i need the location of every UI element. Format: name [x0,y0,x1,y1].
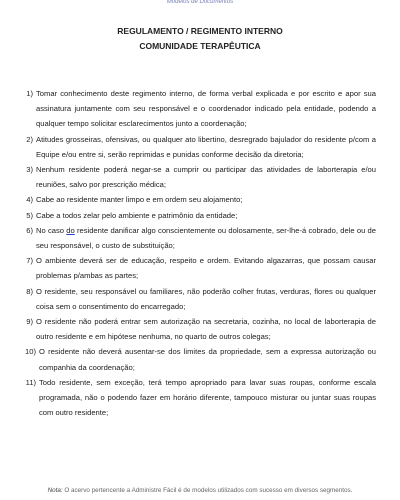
list-item [16,344,376,374]
footer-note [0,487,400,494]
item-number: 5) [26,210,33,220]
list-item [16,192,376,207]
regulation-list [16,86,376,420]
item-text: residente danificar algo conscientemente ou dolosamente, ser-lhe-á cobrado, dele ou de seu responsável, o custo de substituição; [36,225,376,251]
item-text: Cabe ao residente manter limpo e em ordem seu alojamento; [36,195,243,205]
item-text: Todo residente, sem exceção, terá tempo apropriado para lavar suas roupas, conforme escala programada, não o podendo fazer em horário diferente, tampouco misturar ou juntar suas roupas com outro residente; [39,377,376,418]
list-item [16,223,376,253]
item-number: 4) [26,195,33,205]
item-text: O residente não deverá ausentar-se dos limites da propriedade, sem a expressa autorização ou companhia da coordenação; [39,347,376,372]
list-item [16,284,376,314]
item-number: 9) [26,317,33,327]
item-text: O residente não poderá entrar sem autorização na secretaria, cozinha, no local de laborterapia de outro residente e em hipótese nenhuma, no quarto de outros colegas; [36,317,376,342]
item-number: 8) [26,286,33,296]
list-item [16,253,376,283]
item-number: 3) [26,165,33,175]
item-text: Nenhum residente poderá negar-se a cumprir ou participar das atividades de laborterapia e/ou reuniões, salvo por prescrição médica; [36,165,376,190]
footer-note-label: Nota: [47,487,63,494]
item-number: 6) [26,225,33,235]
item-number: 11) [25,377,36,387]
item-number: 7) [26,256,33,266]
item-text: Atitudes grosseiras, ofensivas, ou qualquer ato libertino, desregrado bajulador do residente p/com a Equipe e/ou entre si, serão reprimidas e punidas conforme decisão da diretoria; [36,134,376,159]
item-text: Tomar conhecimento deste regimento interno, de forma verbal explicada e por escrito e apor sua assinatura juntamente com seu responsável e o coordenador indicado pela entidade, podendo a qualquer tempo solicitar esclarecimentos junto a coordenação; [36,89,376,129]
item-number: 2) [26,134,33,144]
item-text: O ambiente deverá ser de educação, respeito e ordem. Evitando algazarras, que possam causar problemas p/ambas as partes; [36,256,376,281]
list-item [16,162,376,192]
list-item [16,86,376,132]
underlined-word: do [66,225,75,235]
item-text: O residente, seu responsável ou familiares, não poderão colher frutas, verduras, flores ou qualquer coisa sem o consentimento do encarregado; [36,286,376,311]
footer-note-text: O acervo pertencente a Administre Fácil é de modelos utilizados com sucesso em diversos segmentos. [64,487,353,494]
item-text: Cabe a todos zelar pelo ambiente e patrimônio da entidade; [36,210,238,220]
document-title: REGULAMENTO / REGIMENTO INTERNO [117,26,283,36]
item-text-pre: No caso [36,225,67,235]
item-text-container [36,223,376,253]
document-subtitle: COMUNIDADE TERAPÊUTICA [139,41,261,51]
list-item [16,375,376,421]
list-item [16,314,376,344]
list-item [16,208,376,223]
item-number: 1) [26,89,33,98]
list-item [16,132,376,162]
item-number: 10) [25,347,36,357]
document-category-label: Modelos de Documentos [166,0,234,5]
